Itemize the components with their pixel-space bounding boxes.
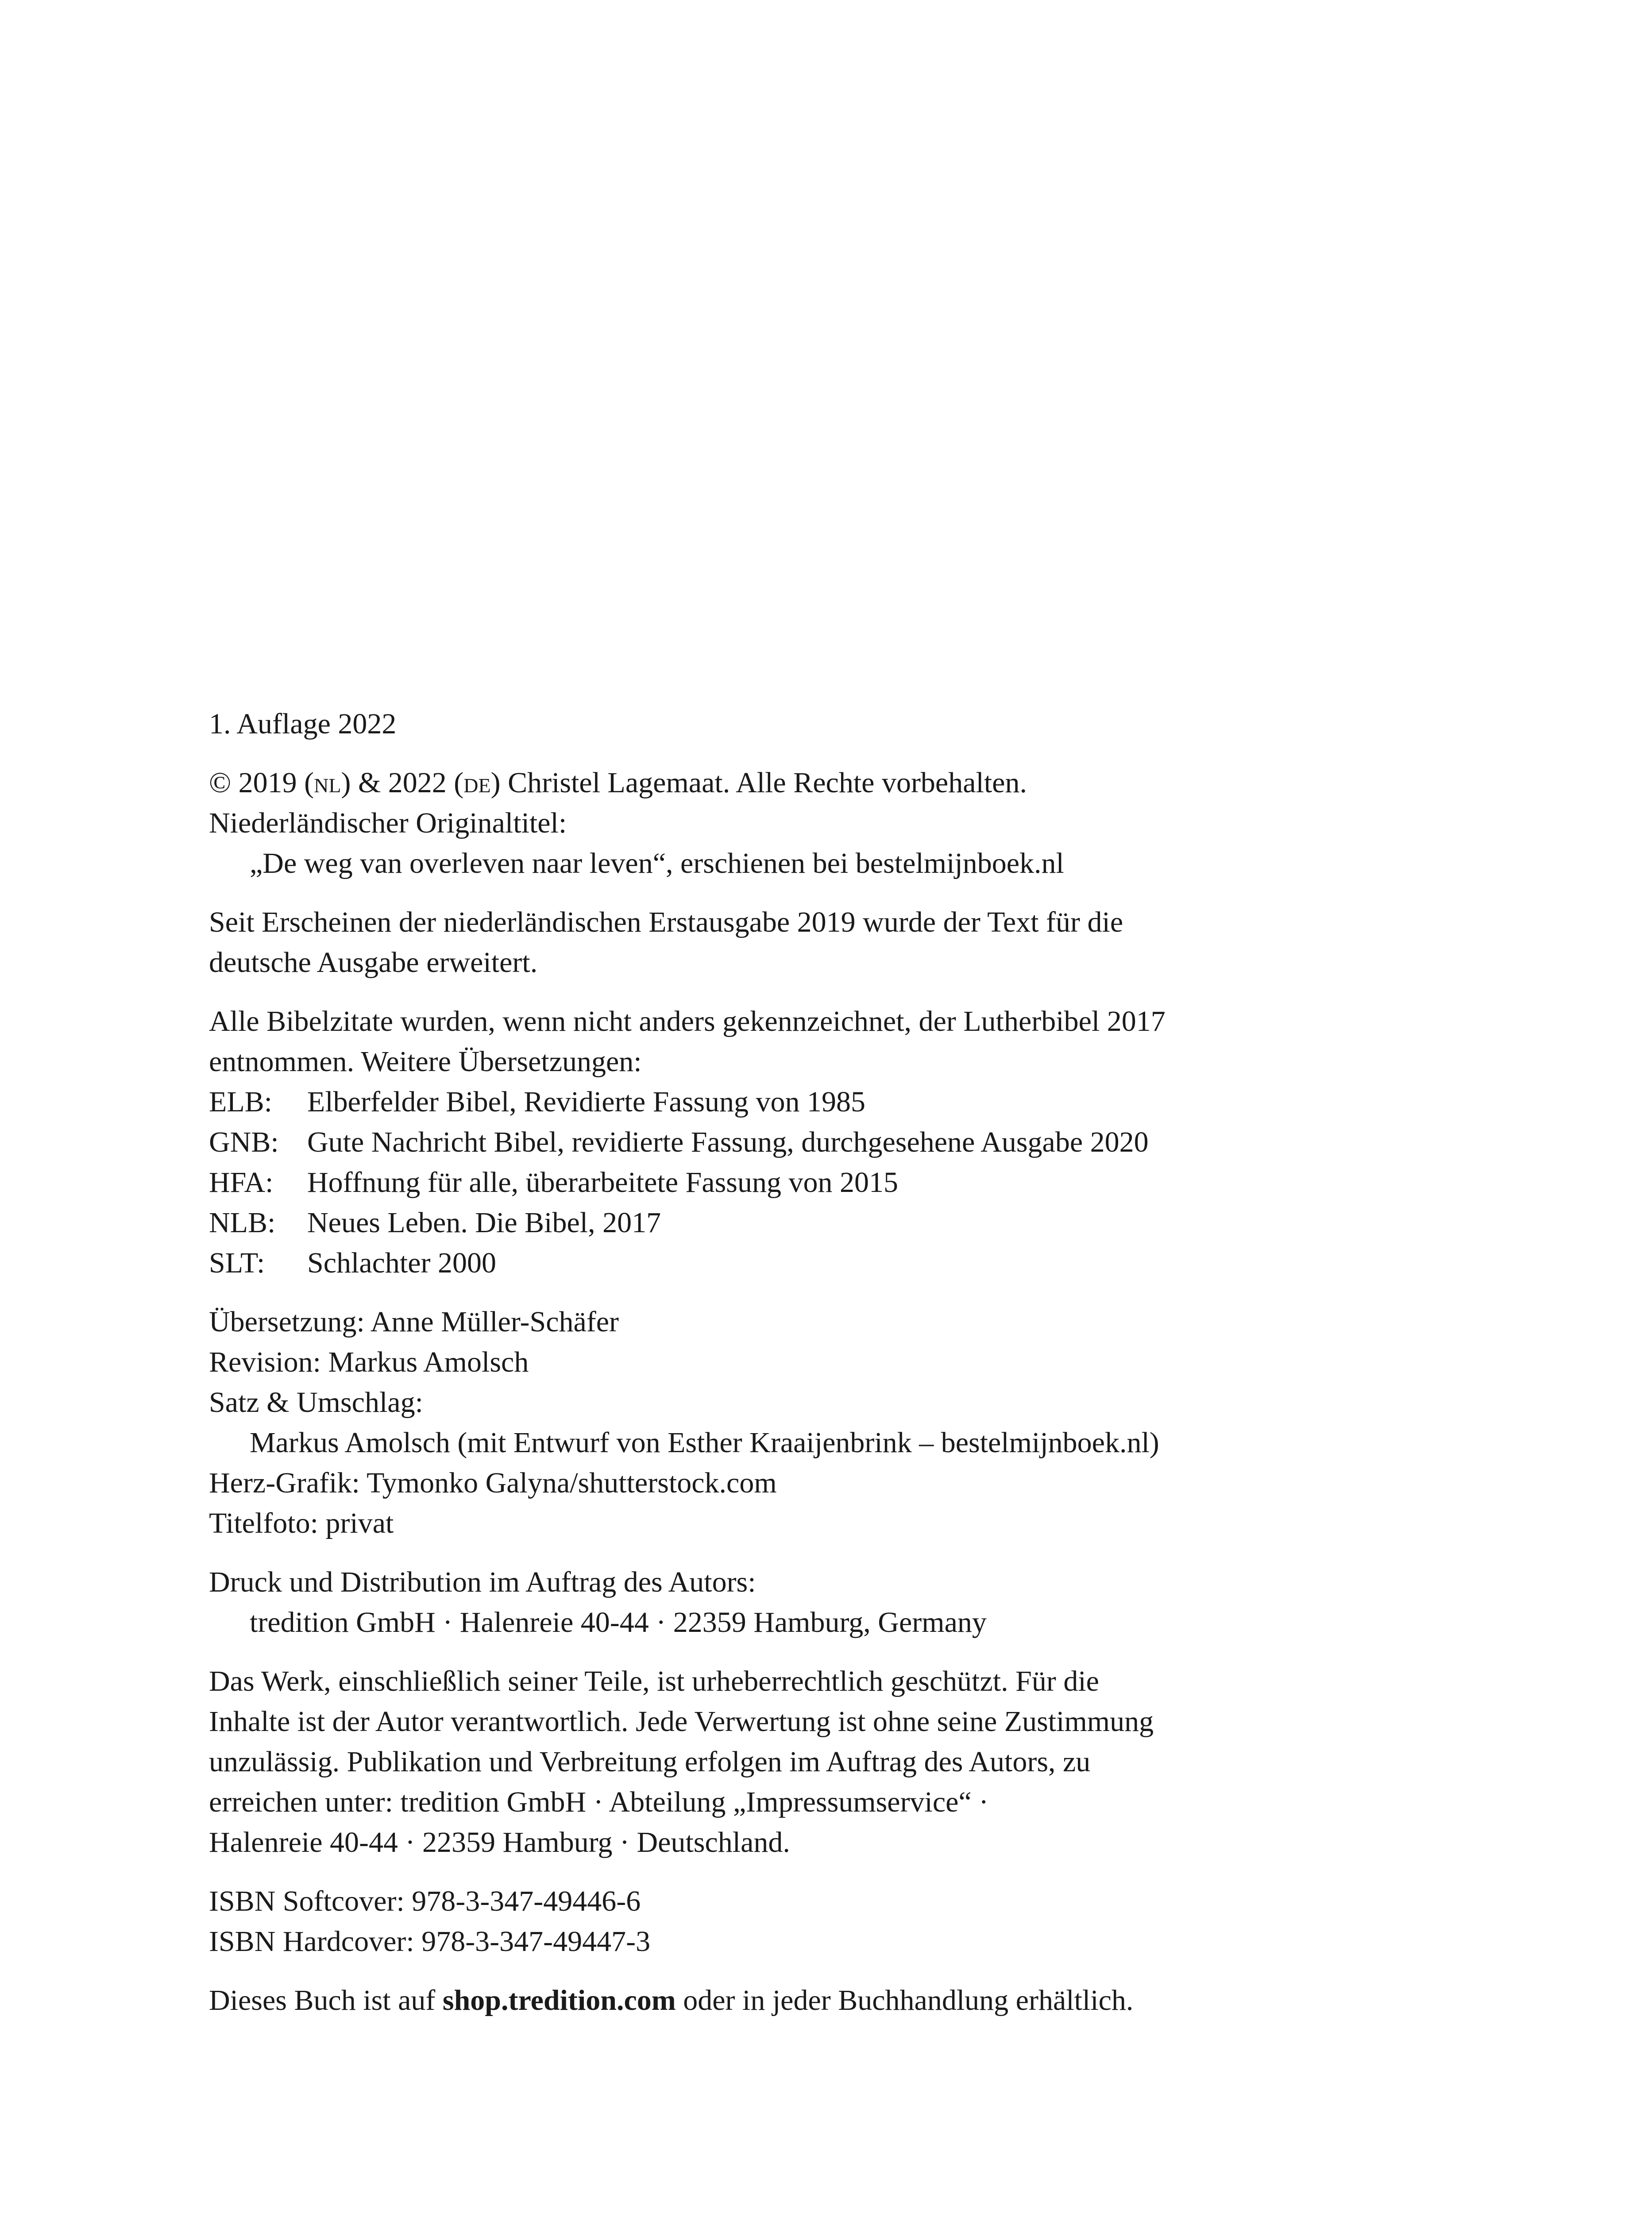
legal-line: Das Werk, einschließlich seiner Teile, ist urheberrechtlich geschützt. Für die (209, 1665, 1099, 1697)
credit-layout-value: Markus Amolsch (mit Entwurf von Esther Kraaijenbrink – bestelmijnboek.nl) (250, 1426, 1159, 1459)
imprint-page (209, 704, 1493, 2039)
translation-row (209, 1162, 1493, 1203)
shop-link: shop.tredition.com (442, 1984, 676, 2016)
expansion-note-line: Seit Erscheinen der niederländischen Erstausgabe 2019 wurde der Text für die (209, 906, 1123, 938)
credit-layout-label: Satz & Umschlag: (209, 1386, 423, 1419)
availability-text-after: oder in jeder Buchhandlung erhältlich. (675, 1984, 1134, 2016)
copyright-ampersand: & (358, 767, 381, 799)
translation-abbr: SLT: (209, 1247, 265, 1279)
copyright-line (209, 763, 1493, 803)
expansion-note (209, 902, 1493, 983)
edition-block (209, 704, 1493, 744)
availability-block (209, 1980, 1493, 2020)
original-title: „De weg van overleven naar leven“, erschienen bei bestelmijnboek.nl (250, 847, 1064, 879)
legal-notice (209, 1661, 1493, 1862)
copyright-year-de: 2022 (388, 767, 447, 799)
translation-name: Neues Leben. Die Bibel, 2017 (307, 1207, 661, 1239)
bible-intro-line: entnommen. Weitere Übersetzungen: (209, 1045, 642, 1078)
credit-heart-graphic: Herz-Grafik: Tymonko Galyna/shutterstock.com (209, 1467, 777, 1499)
bible-intro-line: Alle Bibelzitate wurden, wenn nicht anders gekennzeichnet, der Lutherbibel 2017 (209, 1005, 1166, 1037)
translation-name: Schlachter 2000 (307, 1247, 497, 1279)
translation-abbr: NLB: (209, 1207, 276, 1239)
legal-line: Inhalte ist der Autor verantwortlich. Jede Verwertung ist ohne seine Zustimmung (209, 1705, 1154, 1738)
availability-line (209, 1980, 1493, 2020)
legal-line: Halenreie 40-44 · 22359 Hamburg · Deutschland. (209, 1826, 790, 1858)
translation-name: Gute Nachricht Bibel, revidierte Fassung, durchgesehene Ausgabe 2020 (307, 1126, 1149, 1158)
translation-name: Hoffnung für alle, überarbeitete Fassung von 2015 (307, 1166, 898, 1199)
credit-cover-photo: Titelfoto: privat (209, 1507, 394, 1539)
legal-line: erreichen unter: tredition GmbH · Abteilung „Impressumservice“ · (209, 1786, 989, 1818)
credits-block (209, 1302, 1493, 1543)
print-block (209, 1562, 1493, 1642)
translation-name: Elberfelder Bibel, Revidierte Fassung von 1985 (307, 1086, 866, 1118)
copyright-lang-nl: (nl) (304, 767, 351, 799)
translation-abbr: HFA: (209, 1166, 274, 1199)
edition-line: 1. Auflage 2022 (209, 708, 397, 740)
copyright-symbol: © (209, 767, 232, 799)
copyright-year-nl: 2019 (238, 767, 297, 799)
print-label: Druck und Distribution im Auftrag des Autors: (209, 1566, 756, 1598)
translation-row (209, 1243, 1493, 1283)
expansion-note-line: deutsche Ausgabe erweitert. (209, 946, 538, 979)
credit-translation: Übersetzung: Anne Müller-Schäfer (209, 1306, 619, 1338)
translation-row (209, 1122, 1493, 1162)
translation-row (209, 1082, 1493, 1122)
copyright-lang-de: (de) (454, 767, 501, 799)
isbn-hardcover: ISBN Hardcover: 978-3-347-49447-3 (209, 1925, 651, 1958)
copyright-holder: Christel Lagemaat. Alle Rechte vorbehalten. (508, 767, 1027, 799)
translation-abbr: GNB: (209, 1126, 279, 1158)
copyright-block (209, 763, 1493, 883)
translation-row (209, 1203, 1493, 1243)
original-title-label: Niederländischer Originaltitel: (209, 807, 567, 839)
availability-text-before: Dieses Buch ist auf (209, 1984, 443, 2016)
isbn-block (209, 1881, 1493, 1962)
credit-revision: Revision: Markus Amolsch (209, 1346, 529, 1378)
legal-line: unzulässig. Publikation und Verbreitung erfolgen im Auftrag des Autors, zu (209, 1746, 1091, 1778)
isbn-softcover: ISBN Softcover: 978-3-347-49446-6 (209, 1885, 641, 1917)
translation-abbr: ELB: (209, 1086, 272, 1118)
print-address: tredition GmbH · Halenreie 40-44 · 22359 Hamburg, Germany (250, 1606, 987, 1639)
bible-translations-block (209, 1001, 1493, 1283)
